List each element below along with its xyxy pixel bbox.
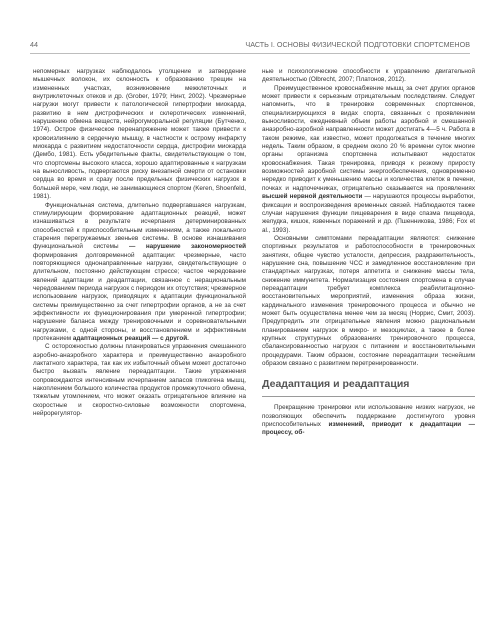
page-header xyxy=(30,37,470,51)
paragraph-text: формирования долговременной адаптации: чрезмерные, часто повторяющиеся однонаправленные нагрузки, свидетельствующие о длительном, постоянно действующем стрессе; частое чередование явлений адаптации и деадаптации, связанное с нерациональным чередованием периода нагрузок с периодом их отсутствия; чрезмерное использование нагрузок, приводящих к адаптации функциональной системы преимущественно за счет гипертрофии органов, а не за счет эффективности их функционирования при умеренной гипертрофии; нарушение баланса между тренировочными и соревновательными нагрузками, с одной стороны, и восстановлением и эффективным протеканием xyxy=(33,251,246,342)
paragraph: С осторожностью должны планироваться упражнения смешанного аэробно-анаэробного характера и преимущественно анаэробного лактатного характера, так как их избыточный объем может достаточно быстро вызвать явление переадаптации. Такие упражнения сопровождаются интенсивным исчерпанием запасов гликогена мышц, накоплением большого количества продуктов промежуточного обмена, тяжелым утомлением, что может оказать отрицательное влияние на скоростные и скоростно-силовые возможности спортсмена, нейрорегулятор- xyxy=(33,343,246,418)
header-rule xyxy=(30,53,470,54)
paragraph: ные и психологические способности к управлению двигательной деятельностью (Olbrecht, 2007; Платонов, 2012). xyxy=(262,68,475,84)
emphasis-text: высшей нервной деятельности xyxy=(262,193,363,201)
paragraph xyxy=(33,202,246,344)
paragraph xyxy=(262,85,475,235)
paragraph: непомерных нагрузках наблюдалось утолщение и затвердение мышечных волокон, их склонность к образованию трещин на измененных участках, возникновение межклеточных и внутриклеточных отеков и др. (Grober, 1979; Нинт, 2002). Чрезмерные нагрузки могут привести к патологической гипертрофии миокарда, развитию в нем дистрофических и склеротических изменений, нарушению обмена веществ, нейрогуморальной регуляции (Бутченко, 1974). Острое физическое перенапряжение может также привести к кровоизлиянию в сердечную мышцу, в частности к острому инфаркту миокарда с развитием недостаточности сердца, дистрофии миокарда (Дембо, 1981). Есть убедительные факты, свидетельствующие о том, что спортсмены высокого класса, хорошо адаптированные к нагрузкам на выносливость, подвергаются риску внезапной смерти от остановки сердца во время и сразу после предельных физических нагрузок в большей мере, чем люди, не занимающиеся спортом (Keren, Shoenfeld, 1981). xyxy=(33,68,246,201)
left-column xyxy=(33,68,246,418)
right-column xyxy=(262,68,475,438)
emphasis-text: — нарушение закономерностей xyxy=(129,243,246,251)
paragraph-text: Преимущественное кровоснабжение мышц за счет других органов может привести к серьезным отрицательным последствиям. Следует напомнить, что в тренировке современных спортсменов, специализирующихся в видах спорта, связанных с проявлением выносливости, ежедневный объем работы аэробной и смешанной анаэробно-аэробной направленности может достигать 4—5 ч. Работа в таком режиме, как известно, может продолжаться в течение многих недель. Таким образом, в среднем около 20 % времени суток многие органы организма спортсмена испытывают недостаток кровоснабжения. Такая тренировка, приводя к резкому приросту возможностей аэробной системы энергообеспечения, одновременно нередко приводит к уменьшению массы и количества клеток в печени, почках и надпочечниках, отрицательно сказывается на проявлениях xyxy=(262,84,475,192)
emphasis-text: изменений, приводит к деадаптации — процессу, об- xyxy=(262,421,475,437)
paragraph-text: — нарушаются процессы выработки, фиксации и воспроизведения временных связей. Наблюдаются также случаи нарушения функции пищеварения в виде спазма пищевода, желудка, кишок, язвенных поражений и др. (Пшенникова, 1986; Fox et al., 1993). xyxy=(262,193,475,234)
page-number: 44 xyxy=(30,39,38,49)
paragraph: Основными симптомами переадаптации являются: снижение спортивных результатов и работоспособности в тренировочных занятиях, общее чувство усталости, депрессия, раздражительность, нарушение сна, повышение ЧСС и замедленное восстановление при стандартных нагрузках, потеря аппетита и снижение массы тела, снижение иммунитета. Нормализация состояния спортсмена в случае переадаптации требует комплекса реабилитационно-восстановительных мероприятий, изменения образа жизни, кардинального изменения тренировочного процесса и обычно не может быть осуществлена менее чем за месяц (Норрис, Смит, 2003). Предупредить эти отрицательные явления можно рациональным планированием нагрузок в микро- и мезоциклах, а также в более крупных структурных образованиях тренировочного процесса, сбалансированностью нагрузок с питанием и восстановительными процедурами. Таким образом, состояние переадаптации теснейшим образом связано с развитием перетренированности. xyxy=(262,234,475,368)
section-heading: Деадаптация и реадаптация xyxy=(262,378,410,391)
running-title: ЧАСТЬ I. ОСНОВЫ ФИЗИЧЕСКОЙ ПОДГОТОВКИ СПОРТСМЕНОВ xyxy=(245,39,470,49)
paragraph-text: Прекращение тренировки или использование низких нагрузок, не позволяющих обеспечить поддержание достигнутого уровня приспособительных xyxy=(262,404,475,429)
paragraph-text: Функциональная система, длительно подвергавшаяся нагрузкам, стимулирующим формирование адаптационных реакций, может изнашиваться в результате исчерпания детерминированных способностей к приспособительным изменениям, а также локального старения перегружаемых звеньев системы. В основе изнашивания функциональной системы xyxy=(33,201,246,251)
emphasis-text: адаптационных реакций — с другой. xyxy=(72,335,189,342)
section-rule xyxy=(262,396,475,397)
paragraph xyxy=(262,404,475,437)
